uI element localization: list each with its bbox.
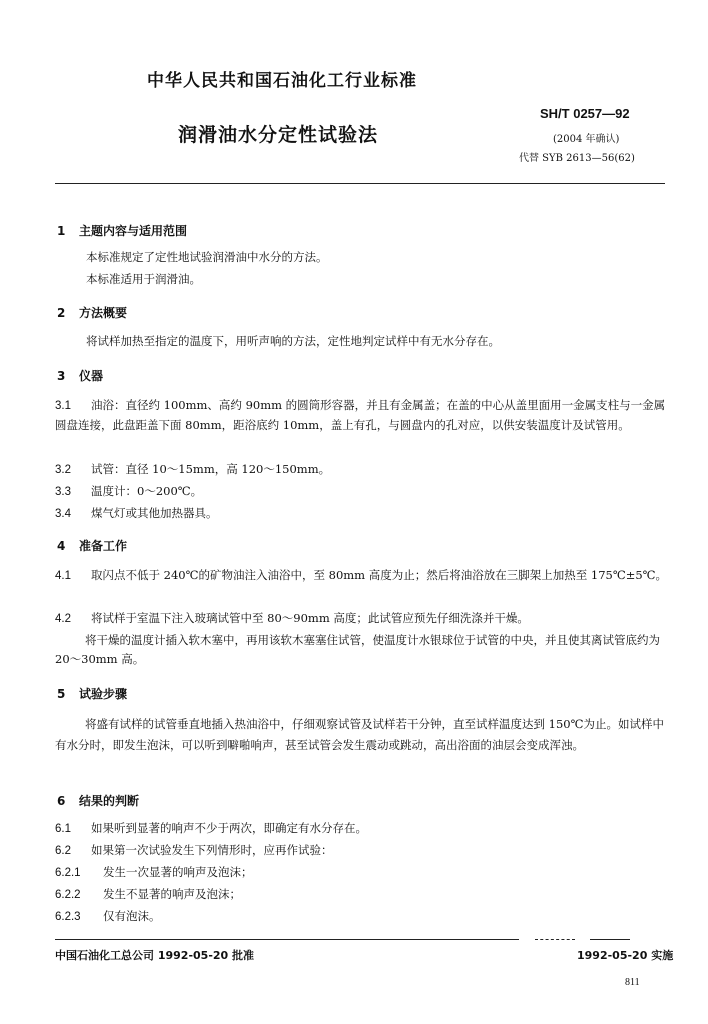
section-6-heading [57,792,139,809]
clause-6-2-3 [55,908,161,924]
section-number: 4 [57,539,66,553]
clause-6-1 [55,820,367,836]
clause-text: 试管：直径 10～15mm，高 120～150mm。 [91,462,331,476]
clause-text: 将试样于室温下注入玻璃试管中至 80～90mm 高度；此试管应预先仔细洗涤并干燥。 [91,611,529,625]
clause-text: 油浴：直径约 100mm、高约 90mm 的圆筒形容器，并且有金属盖；在盖的中心从盖里面用一金属支柱与一金属圆盘连接，此盘距盖下面 80mm，距浴底约 10mm，盖上有孔，与圆盘内的孔对应，以供安装温度计及试管用。 [55,398,666,432]
section-number: 1 [57,224,66,238]
clause-4-2 [55,610,529,626]
section-number: 5 [57,687,66,701]
section-title: 结果的判断 [79,794,140,808]
clause-number: 4.2 [55,613,71,625]
section-number: 6 [57,794,66,808]
clause-3-3 [55,483,202,499]
approval-line: 中国石油化工总公司 1992-05-20 批准 [55,949,255,962]
clause-6-2 [55,842,333,858]
section-2-heading [57,304,127,321]
footer-divider-right [590,939,630,940]
section-1-heading [57,222,187,239]
clause-number: 3.2 [55,464,71,476]
section-title: 方法概要 [79,306,128,320]
section-5-heading [57,685,127,702]
footer-divider-dashed [535,939,575,940]
clause-number: 6.1 [55,823,71,835]
section-1-paragraph-2: 本标准适用于润滑油。 [86,272,201,286]
clause-text: 如果第一次试验发生下列情形时，应再作试验： [91,843,333,857]
page-number: 811 [625,977,640,988]
issuing-organization: 中华人民共和国石油化工行业标准 [147,71,417,91]
clause-number: 3.4 [55,508,71,520]
section-title: 试验步骤 [79,687,128,701]
clause-4-1 [55,566,667,586]
clause-3-2 [55,461,330,477]
standard-code: SH/T 0257—92 [540,106,630,121]
clause-number: 6.2.3 [55,911,81,923]
clause-text: 取闪点不低于 240℃的矿物油注入油浴中，至 80mm 高度为止；然后将油浴放在三脚架上加热至 175℃±5℃。 [91,568,668,582]
clause-number: 3.1 [55,400,71,412]
clause-3-1 [55,396,667,435]
section-number: 2 [57,306,66,320]
effective-date: 1992-05-20 实施 [577,949,674,962]
clause-text: 煤气灯或其他加热器具。 [91,506,218,520]
section-1-paragraph-1: 本标准规定了定性地试验润滑油中水分的方法。 [86,250,328,264]
clause-number: 3.3 [55,486,71,498]
confirmation-note: (2004 年确认) [553,134,620,145]
clause-text: 发生一次显著的响声及泡沫； [103,865,253,879]
section-title: 主题内容与适用范围 [79,224,188,238]
clause-text: 仅有泡沫。 [103,909,161,923]
section-4-paragraph-3: 将干燥的温度计插入软木塞中，再用该软木塞塞住试管，使温度计水银球位于试管的中央，并且使其离试管底约为 20～30mm 高。 [55,633,660,666]
clause-number: 6.2.1 [55,867,81,879]
clause-text: 如果听到显著的响声不少于两次，即确定有水分存在。 [91,821,367,835]
clause-text: 发生不显著的响声及泡沫； [103,887,241,901]
section-title: 准备工作 [79,539,128,553]
header-divider [55,183,665,184]
clause-number: 6.2 [55,845,71,857]
section-5-paragraph-1: 将盛有试样的试管垂直地插入热油浴中，仔细观察试管及试样若干分钟，直至试样温度达到 150℃为止。如试样中有水分时，即发生泡沫，可以听到噼啪响声，甚至试管会发生震动或跳动，高出浴面的油层会变成浑浊。 [55,717,664,752]
document-title: 润滑油水分定性试验法 [178,124,379,146]
replaces-note: 代替 SYB 2613—56(62) [519,153,635,164]
section-4-heading [57,537,127,554]
section-2-paragraph-1: 将试样加热至指定的温度下，用听声响的方法，定性地判定试样中有无水分存在。 [86,334,500,348]
clause-3-4 [55,505,218,521]
clause-number: 6.2.2 [55,889,81,901]
clause-6-2-2 [55,886,241,902]
clause-text: 温度计：0～200℃。 [91,484,203,498]
section-number: 3 [57,369,66,383]
clause-6-2-1 [55,864,253,880]
footer-divider [55,939,519,940]
section-title: 仪器 [79,369,104,383]
section-3-heading [57,367,103,384]
clause-number: 4.1 [55,570,71,582]
